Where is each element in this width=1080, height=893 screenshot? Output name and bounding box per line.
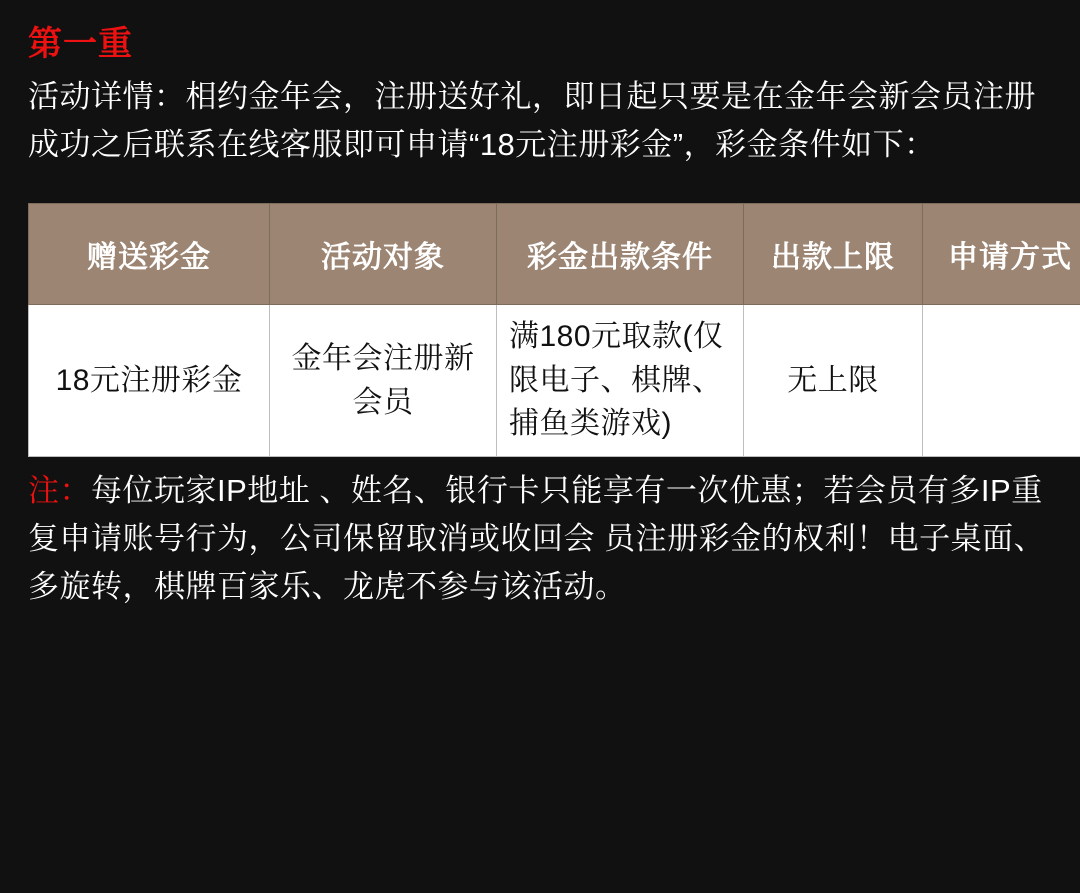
table-row: [29, 305, 1080, 457]
promotion-table: [28, 203, 1080, 457]
cell-condition: 满180元取款(仅限电子、棋牌、捕鱼类游戏): [497, 305, 744, 457]
page-title: 第一重: [28, 25, 133, 63]
cell-gift: 18元注册彩金: [29, 305, 270, 457]
promotion-note: [28, 467, 1052, 611]
table-header-method: 申请方式: [923, 204, 1080, 305]
cell-limit: 无上限: [744, 305, 923, 457]
table-header-condition: 彩金出款条件: [497, 204, 744, 305]
table-header-row: [29, 204, 1080, 305]
cell-method: [923, 305, 1080, 457]
promotion-description: 活动详情：相约金年会，注册送好礼，即日起只要是在金年会新会员注册成功之后联系在线客服即可申请“18元注册彩金”，彩金条件如下：: [28, 79, 1036, 163]
table-header-target: 活动对象: [270, 204, 497, 305]
note-label: 注：: [28, 472, 91, 508]
cell-target: 金年会注册新会员: [270, 305, 497, 457]
table-header-limit: 出款上限: [744, 204, 923, 305]
note-text: 每位玩家IP地址 、姓名、银行卡只能享有一次优惠；若会员有多IP重复申请账号行为，公司保留取消或收回会 员注册彩金的权利！电子桌面、多旋转，棋牌百家乐、龙虎不参与该活动。: [28, 472, 1046, 605]
table-header-gift: 赠送彩金: [29, 204, 270, 305]
